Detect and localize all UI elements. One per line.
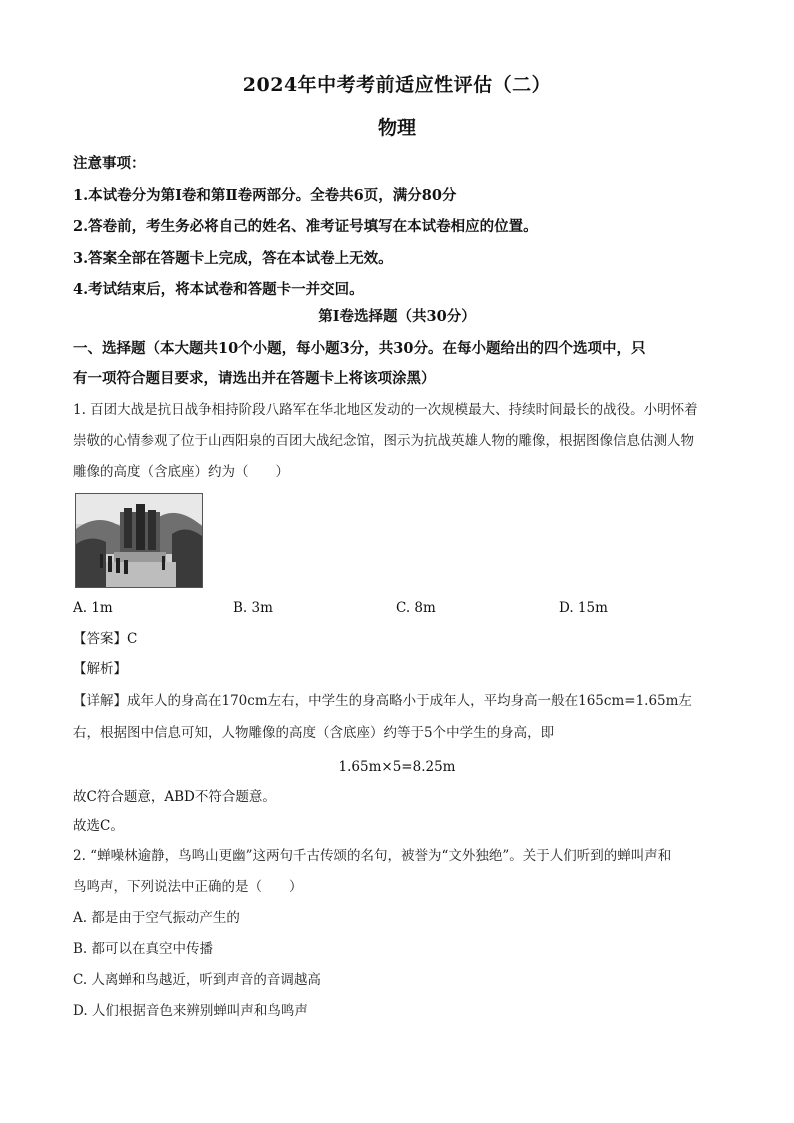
option-d: D. 15m xyxy=(559,600,608,616)
instruction-item: 4.考试结束后，将本试卷和答题卡一并交回。 xyxy=(73,281,364,298)
answer-label: 【答案】C xyxy=(73,631,138,647)
question-text-line: 崇敬的心情参观了位于山西阳泉的百团大战纪念馆，图示为抗战英雄人物的雕像，根据图像信息估测人物 xyxy=(73,433,694,449)
option-b: B. 3m xyxy=(233,600,273,616)
statue-photo-image xyxy=(76,494,202,587)
instruction-item: 2.答卷前，考生务必将自己的姓名、准考证号填写在本试卷相应的位置。 xyxy=(73,218,538,235)
section-heading xyxy=(73,334,733,394)
option-b: B. 都可以在真空中传播 xyxy=(73,941,214,957)
question-text-line: 1. 百团大战是抗日战争相持阶段八路军在华北地区发动的一次规模最大、持续时间最长的战役。小明怀着 xyxy=(73,402,698,418)
analysis-label: 【解析】 xyxy=(73,661,127,677)
instruction-item: 1.本试卷分为第Ⅰ卷和第Ⅱ卷两部分。全卷共6页，满分80分 xyxy=(73,186,457,204)
instructions-block xyxy=(73,148,733,306)
exam-title: 2024年中考考前适应性评估（二） xyxy=(242,74,552,96)
question-1-options xyxy=(73,593,733,623)
question-1 xyxy=(73,395,723,488)
final-choice-line: 故选C。 xyxy=(73,818,124,834)
option-d: D. 人们根据音色来辨别蝉叫声和鸟鸣声 xyxy=(73,1003,308,1019)
question-2 xyxy=(73,841,723,903)
option-c: C. 人离蝉和鸟越近，听到声音的音调越高 xyxy=(73,972,321,988)
section-heading-line: 一、选择题（本大题共10个小题，每小题3分，共30分。在每小题给出的四个选项中，只 xyxy=(73,340,646,357)
statue-photo xyxy=(75,493,203,588)
question-text-line: 鸟鸣声，下列说法中正确的是（ ） xyxy=(73,879,303,895)
option-a: A. 都是由于空气振动产生的 xyxy=(73,910,240,926)
part-title: 第Ⅰ卷选择题（共30分） xyxy=(318,308,476,325)
calculation-formula: 1.65m×5=8.25m xyxy=(338,759,456,775)
question-text-line: 2. “蝉噪林逾静，鸟鸣山更幽”这两句千古传颂的名句，被誉为“文外独绝”。关于人们听到的蝉叫声和 xyxy=(73,848,672,864)
detail-explanation xyxy=(73,685,723,749)
option-a: A. 1m xyxy=(73,600,113,616)
section-heading-line: 有一项符合题目要求，请选出并在答题卡上将该项涂黑） xyxy=(73,370,436,387)
detail-line: 右，根据图中信息可知，人物雕像的高度（含底座）约等于5个中学生的身高，即 xyxy=(73,725,555,741)
instructions-heading: 注意事项： xyxy=(73,155,146,172)
subject-title: 物理 xyxy=(377,117,416,139)
detail-line: 【详解】成年人的身高在170cm左右，中学生的身高略小于成年人，平均身高一般在165cm=1.65m左 xyxy=(73,693,692,709)
option-c: C. 8m xyxy=(396,600,436,616)
question-text-line: 雕像的高度（含底座）约为（ ） xyxy=(73,464,289,480)
conclusion-line: 故C符合题意，ABD不符合题意。 xyxy=(73,789,276,805)
instruction-item: 3.答案全部在答题卡上完成，答在本试卷上无效。 xyxy=(73,249,393,267)
question-2-options xyxy=(73,903,723,1027)
